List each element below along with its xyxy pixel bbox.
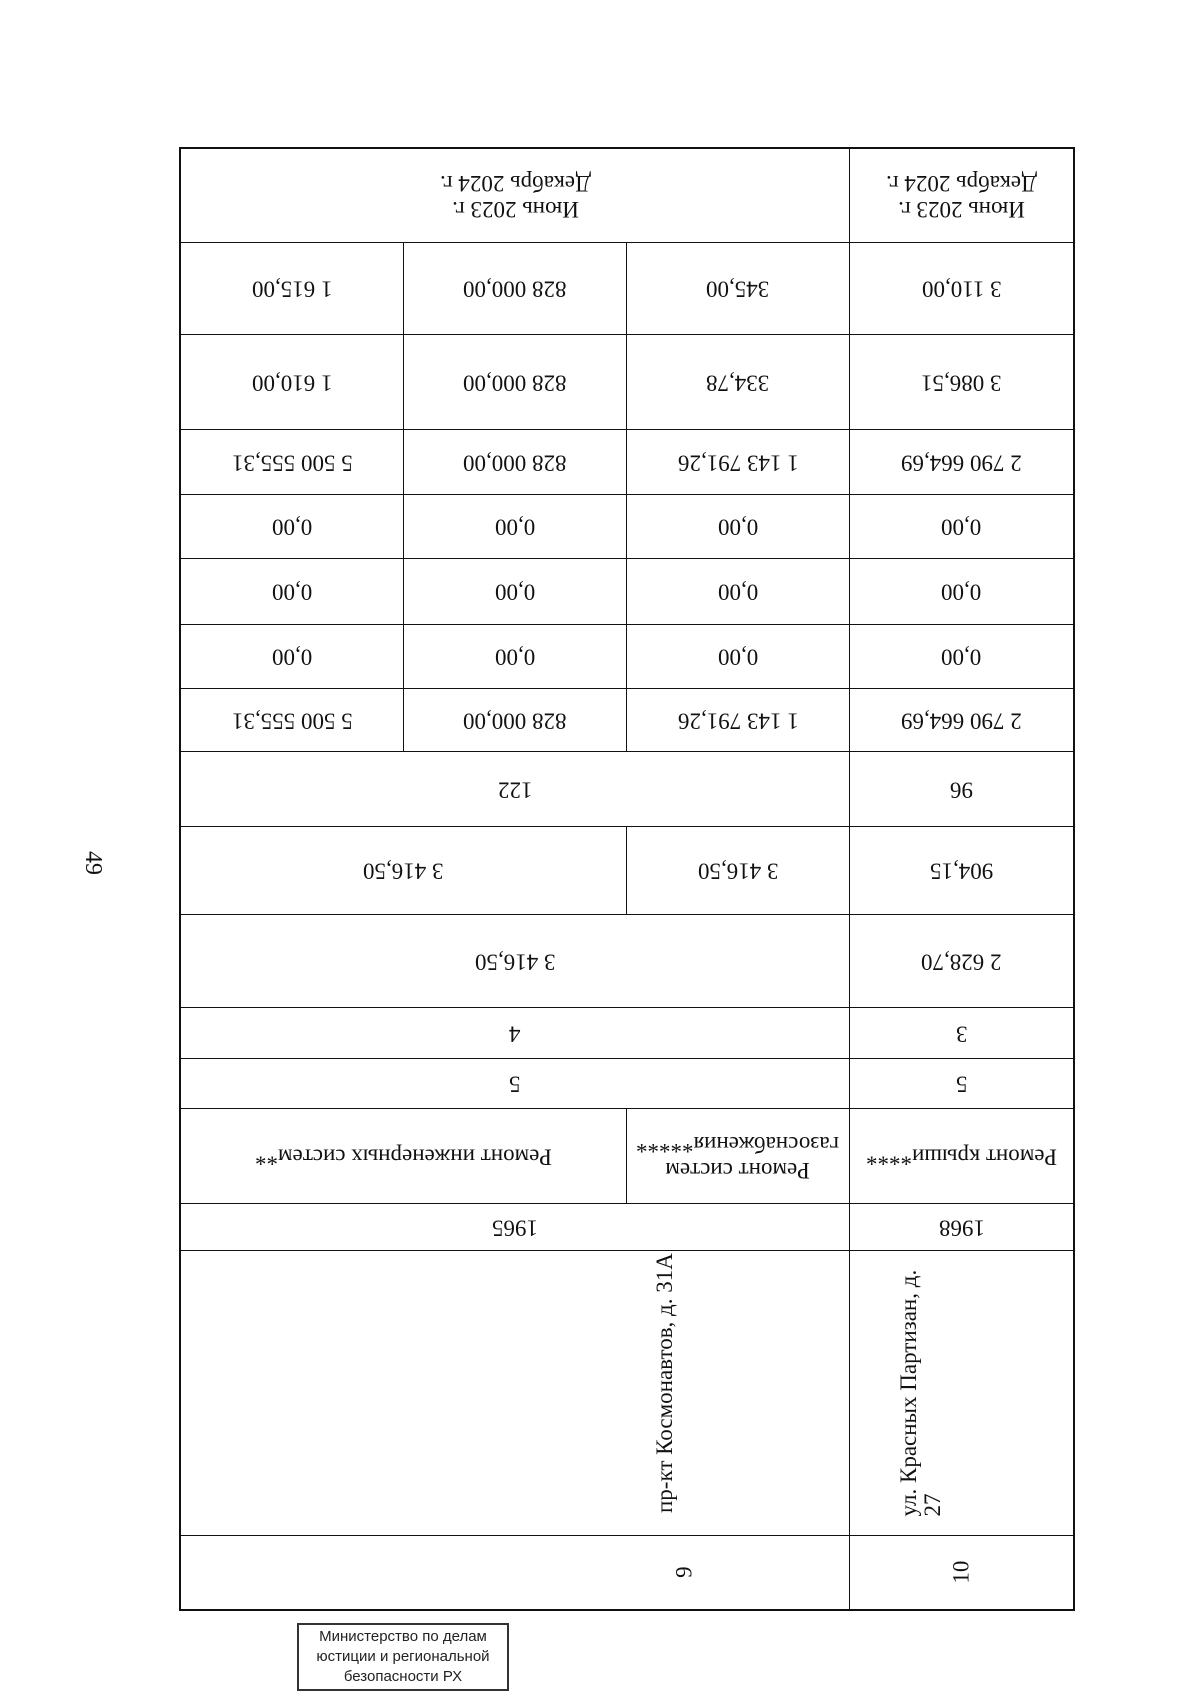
value-cell: 3 416,50	[627, 827, 850, 914]
table-row	[181, 335, 1073, 430]
table-row	[181, 495, 1073, 559]
value-cell: 0,00	[627, 495, 850, 558]
table-row	[181, 1059, 1073, 1109]
value-cell: 0,00	[181, 625, 404, 688]
value-cell: 2 790 664,69	[901, 708, 1022, 734]
table-row	[181, 559, 1073, 625]
table-row	[181, 827, 1073, 915]
value-cell: 828 000,00	[404, 689, 627, 751]
value-cell: 3 110,00	[921, 276, 1002, 302]
address-cell: пр-кт Космонавтов, д. 31А	[181, 1251, 850, 1535]
number-cell: 9	[181, 1536, 850, 1609]
value-cell: 0,00	[941, 644, 982, 670]
value-cell: 3 416,50	[181, 827, 627, 914]
value-cell: 3 416,50	[181, 915, 850, 1007]
value-cell: 0,00	[404, 625, 627, 688]
work-type-cell: Ремонт крыши****	[865, 1144, 1057, 1170]
table-row	[181, 625, 1073, 689]
value-cell: 2 628,70	[921, 949, 1002, 975]
table-row	[181, 915, 1073, 1008]
value-cell: 0,00	[404, 559, 627, 624]
value-cell: 3	[955, 1021, 968, 1047]
value-cell: 334,78	[627, 335, 850, 429]
year-cell: 1968	[938, 1215, 985, 1241]
value-cell: 5	[181, 1059, 850, 1108]
table-row	[181, 1251, 1073, 1536]
address-cell: ул. Красных Партизан, д. 27	[896, 1269, 946, 1517]
value-cell: 1 610,00	[181, 335, 404, 429]
value-cell: 0,00	[627, 559, 850, 624]
table-row	[181, 430, 1073, 495]
value-cell: 0,00	[627, 625, 850, 688]
value-cell: 0,00	[181, 559, 404, 624]
page-number: 49	[80, 851, 106, 875]
number-cell: 10	[948, 1560, 974, 1584]
table-row	[181, 243, 1073, 335]
table-row	[181, 752, 1073, 827]
period-cell-left: Июнь 2023 г. Декабрь 2024 г.	[886, 170, 1037, 222]
value-cell: 3 086,51	[921, 370, 1002, 396]
value-cell: 96	[950, 777, 973, 803]
value-cell: 2 790 664,69	[901, 450, 1022, 476]
value-cell: 828 000,00	[404, 335, 627, 429]
value-cell: 1 143 791,26	[627, 689, 850, 751]
value-cell: 0,00	[181, 495, 404, 558]
value-cell: 5 500 555,31	[181, 689, 404, 751]
value-cell: 0,00	[941, 514, 982, 540]
value-cell: 0,00	[941, 579, 982, 605]
value-cell: 1 143 791,26	[627, 430, 850, 494]
year-cell: 1965	[181, 1204, 850, 1250]
value-cell: 828 000,00	[404, 430, 627, 494]
table-row	[181, 149, 1073, 243]
period-cell-right: Июнь 2023 г. Декабрь 2024 г.	[181, 149, 850, 242]
value-cell: 1 615,00	[181, 243, 404, 334]
value-cell: 904,15	[929, 858, 994, 884]
table-row	[181, 1109, 1073, 1204]
table-row	[181, 1008, 1073, 1059]
value-cell: 4	[181, 1008, 850, 1058]
table-row	[181, 1204, 1073, 1251]
value-cell: 345,00	[627, 243, 850, 334]
value-cell: 0,00	[404, 495, 627, 558]
value-cell: 828 000,00	[404, 243, 627, 334]
table-row	[181, 689, 1073, 752]
value-cell: 122	[181, 752, 850, 826]
value-cell: 5 500 555,31	[181, 430, 404, 494]
work-type-cell: Ремонт систем газоснабжения*****	[627, 1109, 850, 1203]
ministry-stamp: Министерство по делам юстиции и региональной безопасности РХ	[297, 1623, 509, 1691]
work-type-cell: Ремонт инженерных систем**	[181, 1109, 627, 1203]
document-table	[179, 147, 1075, 1611]
table-row	[181, 1536, 1073, 1609]
value-cell: 5	[955, 1071, 968, 1097]
